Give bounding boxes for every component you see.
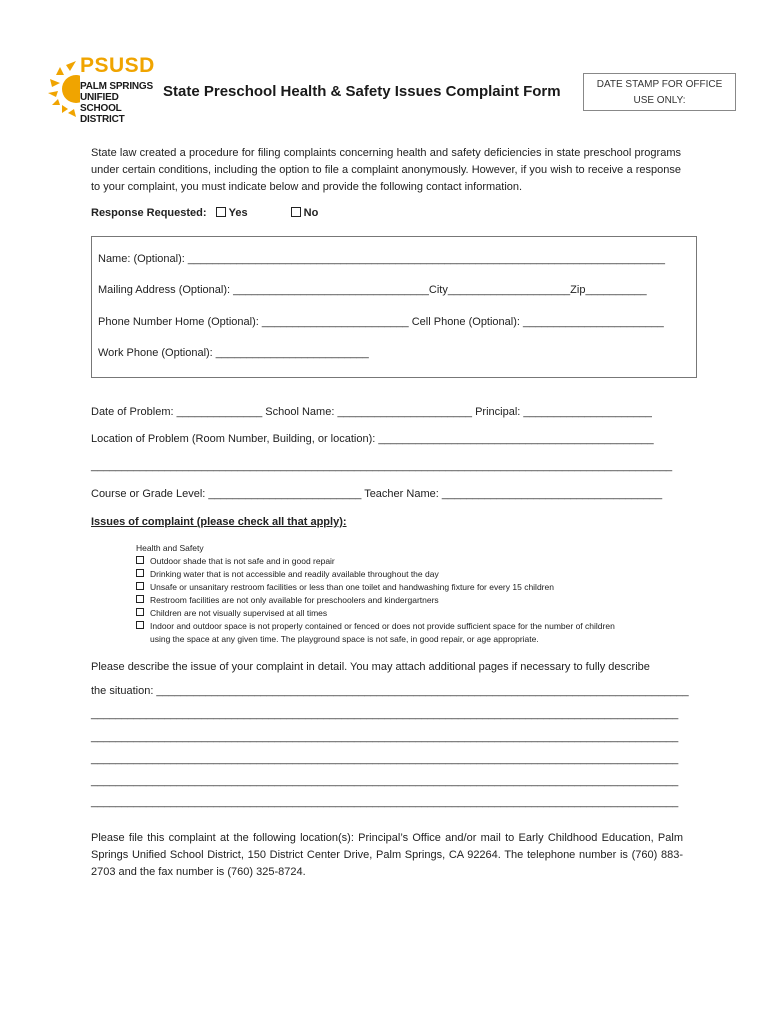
yes-label: Yes bbox=[228, 207, 248, 219]
no-label: No bbox=[303, 207, 319, 219]
description-line[interactable]: ________________________________________________________________________________________________ bbox=[91, 708, 679, 720]
description-line[interactable]: ________________________________________________________________________________________________ bbox=[91, 775, 679, 787]
date-stamp-line-2: USE ONLY: bbox=[633, 95, 686, 106]
location-row[interactable]: Location of Problem (Room Number, Building, or location): _____________________________________________ bbox=[91, 433, 654, 445]
grade-teacher-row[interactable]: Course or Grade Level: _________________________ Teacher Name: ____________________________________ bbox=[91, 488, 663, 500]
yes-checkbox[interactable] bbox=[216, 207, 226, 217]
issues-title: Issues of complaint (please check all that apply): bbox=[91, 516, 347, 528]
phone-field[interactable]: Phone Number Home (Optional): ________________________ Cell Phone (Optional): _______________________ bbox=[98, 316, 664, 328]
response-label: Response Requested: bbox=[91, 207, 207, 219]
filing-instructions: Please file this complaint at the following location(s): Principal’s Office and/or mail to Early Childhood Education, Palm Springs Unified School District, 150 District Center Drive, Palm Springs, CA 92264. The telephone number is (760) 883-2703 and the fax number is (760) 325-8724. bbox=[91, 832, 683, 878]
contact-info-box bbox=[91, 236, 697, 378]
issue-checkbox[interactable] bbox=[136, 582, 144, 590]
date-stamp-box bbox=[583, 73, 736, 111]
response-yes-option[interactable] bbox=[216, 207, 251, 219]
issue-checkbox[interactable] bbox=[136, 608, 144, 616]
issue-item[interactable]: Drinking water that is not accessible and readily available throughout the day bbox=[136, 568, 615, 581]
logo-wordmark: PSUSD bbox=[80, 54, 155, 77]
no-checkbox[interactable] bbox=[291, 207, 301, 217]
logo-subtitle: PALM SPRINGS UNIFIED SCHOOL DISTRICT bbox=[80, 81, 153, 125]
form-title: State Preschool Health & Safety Issues Complaint Form bbox=[163, 83, 561, 100]
sun-icon bbox=[46, 55, 80, 125]
issue-checkbox[interactable] bbox=[136, 556, 144, 564]
mailing-address-field[interactable]: Mailing Address (Optional): ________________________________City____________________Zip__________ bbox=[98, 284, 647, 296]
issue-item[interactable]: Unsafe or unsanitary restroom facilities or less than one toilet and handwashing fixture for every 15 children bbox=[136, 581, 615, 594]
issues-list bbox=[136, 542, 615, 646]
issue-item[interactable]: Children are not visually supervised at all times bbox=[136, 607, 615, 620]
response-no-option[interactable] bbox=[291, 207, 319, 219]
issue-item[interactable]: Outdoor shade that is not safe and in good repair bbox=[136, 555, 615, 568]
issue-checkbox[interactable] bbox=[136, 595, 144, 603]
date-school-principal-row[interactable]: Date of Problem: ______________ School Name: ______________________ Principal: _____________________ bbox=[91, 406, 652, 418]
describe-intro: Please describe the issue of your complaint in detail. You may attach additional pages if necessary to fully describe bbox=[91, 661, 650, 673]
issue-item-continuation: using the space at any given time. The playground space is not safe, in good repair, or age appropriate. bbox=[150, 634, 539, 644]
issue-item[interactable]: Indoor and outdoor space is not properly contained or fenced or does not provide sufficient space for the number of children bbox=[136, 620, 615, 633]
response-requested bbox=[91, 207, 318, 219]
district-logo bbox=[46, 55, 156, 125]
description-line[interactable]: ________________________________________________________________________________________________ bbox=[91, 731, 679, 743]
date-stamp-line-1: DATE STAMP FOR OFFICE bbox=[596, 79, 723, 90]
intro-paragraph: State law created a procedure for filing complaints concerning health and safety deficiencies in state preschool programs under certain conditions, including the option to file a complaint anonymously. However, if you wish to receive a response to your complaint, you must indicate below and provide the following contact information. bbox=[91, 147, 681, 193]
issues-heading: Health and Safety bbox=[136, 543, 204, 553]
description-line[interactable]: ________________________________________________________________________________________________ bbox=[91, 796, 679, 808]
name-field[interactable]: Name: (Optional): ______________________________________________________________________________ bbox=[98, 253, 666, 265]
issue-checkbox[interactable] bbox=[136, 621, 144, 629]
issue-checkbox[interactable] bbox=[136, 569, 144, 577]
situation-row[interactable]: the situation: _______________________________________________________________________________________ bbox=[91, 685, 689, 697]
description-line[interactable]: ________________________________________________________________________________________________ bbox=[91, 753, 679, 765]
work-phone-field[interactable]: Work Phone (Optional): _________________________ bbox=[98, 347, 369, 359]
location-line[interactable]: _______________________________________________________________________________________________ bbox=[91, 460, 673, 472]
issue-item[interactable]: Restroom facilities are not only available for preschoolers and kindergartners bbox=[136, 594, 615, 607]
